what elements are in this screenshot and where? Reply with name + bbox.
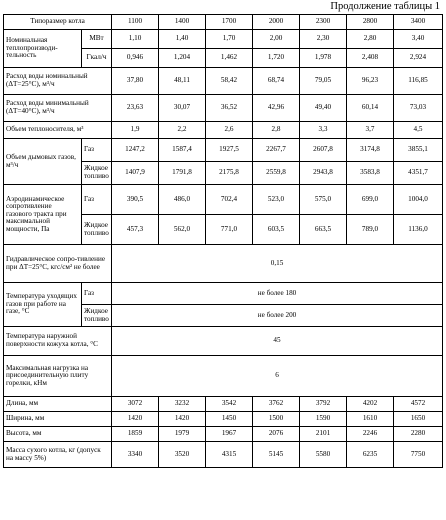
model-header: 2800 [347,15,394,30]
value-cell: 58,42 [206,68,253,95]
value-cell: 390,5 [112,185,159,215]
row-label: Расход воды номинальный (ΔТ=25°С), м³/ч [4,68,112,95]
value-cell: 2246 [347,427,394,442]
fuel-cell: Жидкое топливо [82,305,112,327]
value-cell: 1407,9 [112,162,159,185]
value-cell: 2267,7 [253,139,300,162]
value-cell: 2,6 [206,122,253,139]
value-cell: 702,4 [206,185,253,215]
model-header: 2300 [300,15,347,30]
value-cell: 60,14 [347,95,394,122]
model-header: 1100 [112,15,159,30]
value-cell: 2,408 [347,49,394,68]
value-cell: 1979 [159,427,206,442]
value-cell: 562,0 [159,215,206,245]
value-cell: 1587,4 [159,139,206,162]
value-cell: 0,946 [112,49,159,68]
table-row [4,397,443,412]
value-cell: 3762 [253,397,300,412]
value-cell: 3340 [112,442,159,468]
value-cell: 1791,8 [159,162,206,185]
value-cell: 2,80 [347,30,394,49]
table-row [4,185,443,215]
value-cell: 6235 [347,442,394,468]
value-cell: 1,978 [300,49,347,68]
value-cell: 1859 [112,427,159,442]
continuation-caption: Продолжение таблицы 1 [330,1,440,12]
row-label: Гидравлическое сопро-тивление при ΔТ=25°С, кгс/см² не более [4,245,112,283]
table-row [4,327,443,356]
value-cell: 603,5 [253,215,300,245]
value-cell: 23,63 [112,95,159,122]
value-cell: 2076 [253,427,300,442]
value-cell: 2559,8 [253,162,300,185]
value-cell: 699,0 [347,185,394,215]
value-cell: 36,52 [206,95,253,122]
row-label: Объем теплоносителя, м³ [4,122,112,139]
fuel-cell: Газ [82,139,112,162]
value-cell: 6 [112,356,443,397]
value-cell: 3174,8 [347,139,394,162]
table-row [4,356,443,397]
value-cell: 3072 [112,397,159,412]
value-cell: 68,74 [253,68,300,95]
unit-cell: Гкал/ч [82,49,112,68]
value-cell: 42,96 [253,95,300,122]
header-row [4,15,443,30]
table-row [4,283,443,305]
value-cell: 3542 [206,397,253,412]
row-label: Высота, мм [4,427,112,442]
value-cell: 1,10 [112,30,159,49]
value-cell: 663,5 [300,215,347,245]
value-cell: 2607,8 [300,139,347,162]
value-cell: 2175,8 [206,162,253,185]
value-cell: 1,9 [112,122,159,139]
table-row [4,412,443,427]
value-cell: 5145 [253,442,300,468]
value-cell: 49,40 [300,95,347,122]
table-row [4,442,443,468]
value-cell: 1,70 [206,30,253,49]
value-cell: 116,85 [394,68,443,95]
fuel-cell: Газ [82,283,112,305]
row-label: Длина, мм [4,397,112,412]
value-cell: 3,7 [347,122,394,139]
value-cell: 1,40 [159,30,206,49]
value-cell: 4572 [394,397,443,412]
value-cell: 3583,8 [347,162,394,185]
model-header: 2000 [253,15,300,30]
value-cell: 4351,7 [394,162,443,185]
value-cell: 4,5 [394,122,443,139]
row-label: Ширина, мм [4,412,112,427]
value-cell: 457,3 [112,215,159,245]
table-row [4,245,443,283]
fuel-cell: Газ [82,185,112,215]
value-cell: 1500 [253,412,300,427]
value-cell: 1247,2 [112,139,159,162]
value-cell: 5580 [300,442,347,468]
model-header: 3400 [394,15,443,30]
value-cell: 30,07 [159,95,206,122]
value-cell: 575,0 [300,185,347,215]
value-cell: 2101 [300,427,347,442]
value-cell: 1420 [159,412,206,427]
row-label: Максимальная нагрузка на присоединительную плиту горелки, кНм [4,356,112,397]
row-label: Номинальная теплопроизводи-тельность [4,30,82,68]
value-cell: 37,80 [112,68,159,95]
value-cell: 2280 [394,427,443,442]
value-cell: 1650 [394,412,443,427]
value-cell: 45 [112,327,443,356]
table-row [4,30,443,49]
value-cell: 1,204 [159,49,206,68]
value-cell: 7750 [394,442,443,468]
value-cell: 2,924 [394,49,443,68]
row-label: Температура наружной поверхности кожуха котла, °С [4,327,112,356]
value-cell: 3520 [159,442,206,468]
table-row [4,122,443,139]
table-row [4,68,443,95]
value-cell: 0,15 [112,245,443,283]
model-header: 1400 [159,15,206,30]
value-cell: не более 200 [112,305,443,327]
row-label: Температура уходящих газов при работе на газе, °С [4,283,82,327]
value-cell: 1967 [206,427,253,442]
value-cell: 1927,5 [206,139,253,162]
unit-cell: МВт [82,30,112,49]
value-cell: 73,03 [394,95,443,122]
value-cell: не более 180 [112,283,443,305]
value-cell: 1136,0 [394,215,443,245]
value-cell: 789,0 [347,215,394,245]
value-cell: 79,05 [300,68,347,95]
table-row [4,427,443,442]
value-cell: 2,30 [300,30,347,49]
fuel-cell: Жидкое топливо [82,215,112,245]
value-cell: 2,00 [253,30,300,49]
value-cell: 4315 [206,442,253,468]
header-label: Типоразмер котла [4,15,112,30]
value-cell: 1420 [112,412,159,427]
value-cell: 3232 [159,397,206,412]
value-cell: 2943,8 [300,162,347,185]
value-cell: 3855,1 [394,139,443,162]
row-label: Масса сухого котла, кг (допуск на массу 5%) [4,442,112,468]
value-cell: 1,462 [206,49,253,68]
row-label: Объем дымовых газов, м³/ч [4,139,82,185]
value-cell: 3,3 [300,122,347,139]
value-cell: 523,0 [253,185,300,215]
value-cell: 48,11 [159,68,206,95]
value-cell: 1,720 [253,49,300,68]
value-cell: 1610 [347,412,394,427]
fuel-cell: Жидкое топливо [82,162,112,185]
value-cell: 4202 [347,397,394,412]
value-cell: 771,0 [206,215,253,245]
value-cell: 3792 [300,397,347,412]
value-cell: 2,2 [159,122,206,139]
value-cell: 486,0 [159,185,206,215]
model-header: 1700 [206,15,253,30]
value-cell: 3,40 [394,30,443,49]
specs-table [3,14,443,468]
value-cell: 2,8 [253,122,300,139]
value-cell: 96,23 [347,68,394,95]
value-cell: 1450 [206,412,253,427]
row-label: Аэродинамическое сопротивление газового тракта при максимальной мощности, Па [4,185,82,245]
value-cell: 1590 [300,412,347,427]
table-row [4,95,443,122]
row-label: Расход воды минимальный (ΔТ=40°С), м³/ч [4,95,112,122]
value-cell: 1004,0 [394,185,443,215]
table-row [4,139,443,162]
